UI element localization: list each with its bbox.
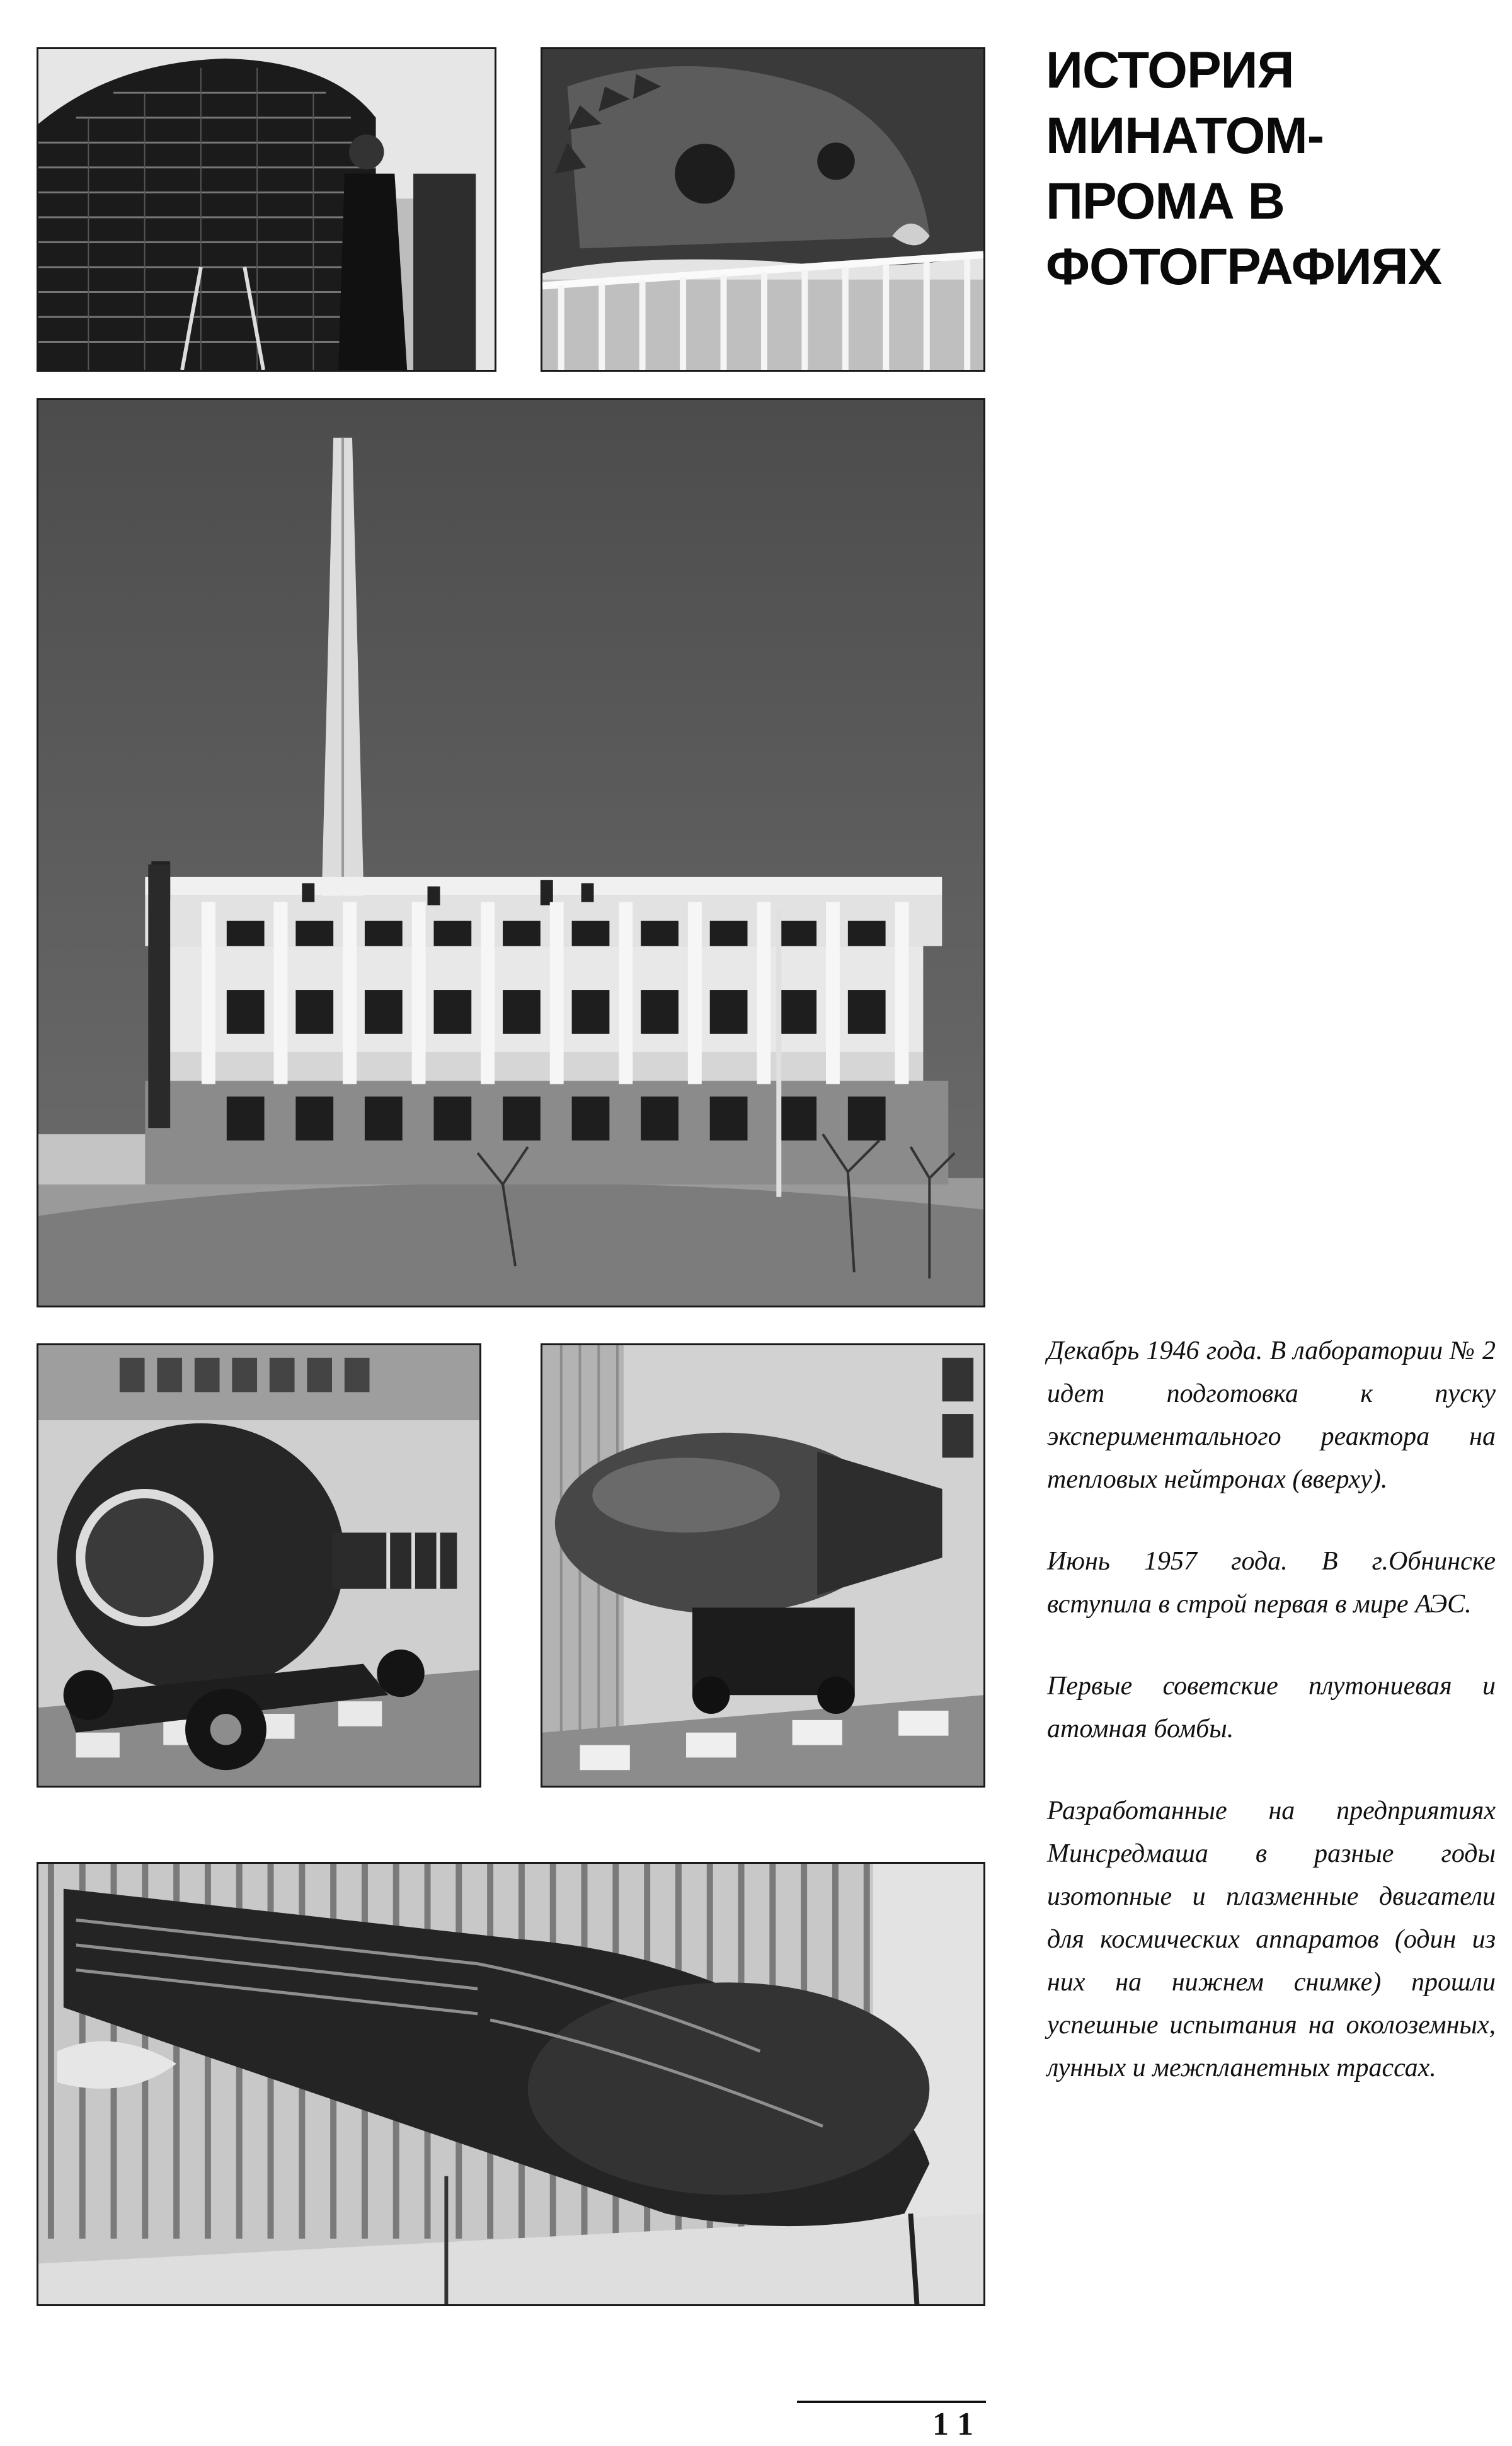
caption-bombs: Первые советские плутониевая и атомная бомбы. (1047, 1672, 1496, 1743)
title-line-1: ИСТОРИЯ (1046, 42, 1294, 99)
photo-graphite-reactor (37, 47, 496, 372)
title-line-3: ПРОМА В (1046, 173, 1285, 230)
caption-obninsk-1957: Июнь 1957 года. В г.Обнинске вступила в строй первая в мире АЭС. (1047, 1547, 1496, 1619)
photo-space-engine-image (38, 1864, 983, 2304)
photo-atomic-bomb (541, 1343, 985, 1788)
photo-space-engine (37, 1862, 985, 2306)
photo-plutonium-bomb-image (38, 1345, 479, 1786)
caption-reactor-1946: Декабрь 1946 года. В лаборатории № 2 идет подготовка к пуску экспериментального реактора на тепловых нейтронах (вверху). (1047, 1336, 1496, 1494)
title-line-2: МИНАТОМ- (1046, 107, 1324, 164)
photo-plutonium-bomb (37, 1343, 481, 1788)
page-number: 11 (932, 2406, 984, 2442)
photo-obninsk-npp-image (38, 400, 983, 1306)
caption-space-engines: Разработанные на предприятиях Минсредмаша в разные годы изотопные и плазменные двигатели для космических аппаратов (один из них на нижнем снимке) прошли успешные испытания на околоземных, лунных и межпланетных трассах. (1047, 1796, 1496, 2082)
photo-graphite-reactor-image (38, 49, 495, 370)
captions (1047, 1329, 1496, 2128)
footer-rule (797, 2401, 986, 2403)
photo-reactor-top-image (542, 49, 983, 370)
title-line-4: ФОТОГРАФИЯХ (1046, 238, 1442, 296)
photo-obninsk-npp (37, 398, 985, 1307)
photo-reactor-top (541, 47, 985, 372)
photo-atomic-bomb-image (542, 1345, 983, 1786)
page-title (1046, 38, 1487, 300)
